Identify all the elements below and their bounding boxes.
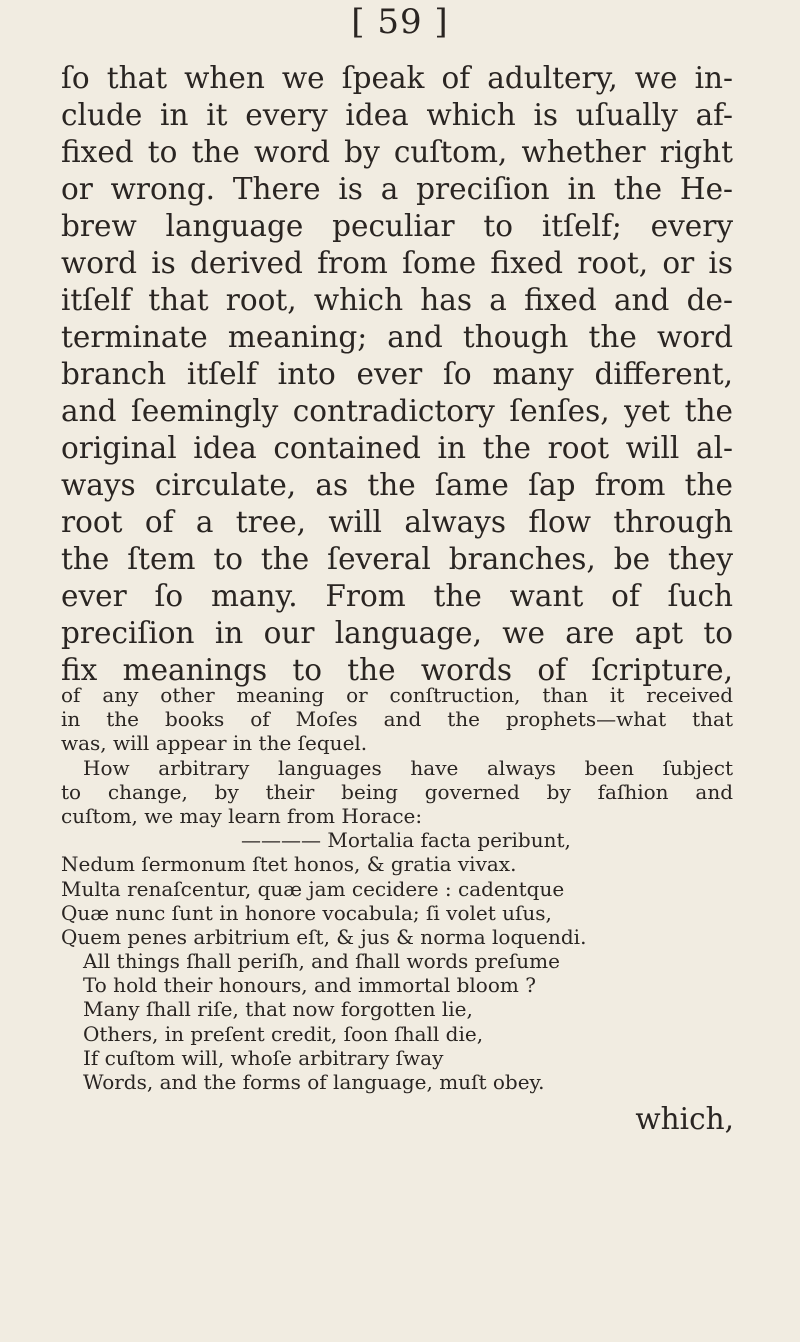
latin-verse-line: Quem penes arbitrium eſt, & jus & norma loquendi. bbox=[61, 924, 587, 949]
text-line: root of a tree, will always flow through bbox=[61, 505, 733, 539]
footnote bbox=[61, 683, 733, 1094]
note-line: cuſtom, we may learn from Horace: bbox=[61, 803, 423, 828]
text-line: ways circulate, as the ſame ſap from the bbox=[61, 468, 733, 502]
latin-verse-line: Quæ nunc ſunt in honore vocabula; ſi volet uſus, bbox=[61, 900, 552, 925]
text-line: original idea contained in the root will al- bbox=[61, 431, 733, 465]
english-verse-line: To hold their honours, and immortal bloom ? bbox=[83, 973, 536, 998]
note-line: How arbitrary languages have always been ſubject bbox=[83, 755, 733, 780]
text-line: or wrong. There is a preciſion in the He- bbox=[61, 172, 733, 206]
english-verse-line: If cuſtom will, whoſe arbitrary ſway bbox=[83, 1045, 444, 1070]
page-number: [ 59 ] bbox=[351, 2, 449, 42]
english-verse-line: All things ſhall periſh, and ſhall words preſume bbox=[83, 949, 560, 974]
note-line: in the books of Moſes and the prophets—what that bbox=[61, 707, 733, 732]
note-line: to change, by their being governed by faſhion and bbox=[61, 779, 733, 804]
note-line: of any other meaning or conſtruction, than it received bbox=[61, 683, 733, 707]
catchword: which, bbox=[635, 1102, 734, 1136]
english-verse-line: Others, in preſent credit, ſoon ſhall die, bbox=[83, 1021, 484, 1046]
text-line: and ſeemingly contradictory ſenſes, yet the bbox=[61, 394, 733, 428]
text-line: brew language peculiar to itſelf; every bbox=[61, 209, 733, 243]
text-line: preciſion in our language, we are apt to bbox=[61, 616, 733, 650]
latin-verse-line: Multa renaſcentur, quæ jam cecidere : cadentque bbox=[61, 876, 565, 901]
text-line: fix meanings to the words of ſcripture, bbox=[61, 653, 733, 687]
english-verse-line: Words, and the forms of language, muſt obey. bbox=[83, 1070, 545, 1094]
english-verse-line: Many ſhall riſe, that now forgotten lie, bbox=[83, 997, 473, 1022]
main-text bbox=[61, 60, 733, 689]
text-line: ſo that when we ſpeak of adultery, we in- bbox=[61, 61, 733, 95]
text-line: fixed to the word by cuſtom, whether right bbox=[61, 135, 733, 169]
text-line: word is derived from ſome fixed root, or is bbox=[61, 246, 733, 280]
text-line: ever ſo many. From the want of ſuch bbox=[61, 579, 733, 613]
text-line: terminate meaning; and though the word bbox=[61, 320, 733, 354]
text-line: clude in it every idea which is uſually af- bbox=[61, 98, 733, 132]
note-line: was, will appear in the ſequel. bbox=[61, 731, 368, 756]
latin-verse-line: Nedum ſermonum ſtet honos, & gratia vivax. bbox=[61, 852, 517, 877]
text-line: the ſtem to the ſeveral branches, be they bbox=[61, 542, 733, 576]
latin-verse-line: ———— Mortalia facta peribunt, bbox=[241, 828, 571, 853]
text-line: branch itſelf into ever ſo many different, bbox=[61, 357, 733, 391]
text-line: itſelf that root, which has a fixed and de- bbox=[61, 283, 733, 317]
